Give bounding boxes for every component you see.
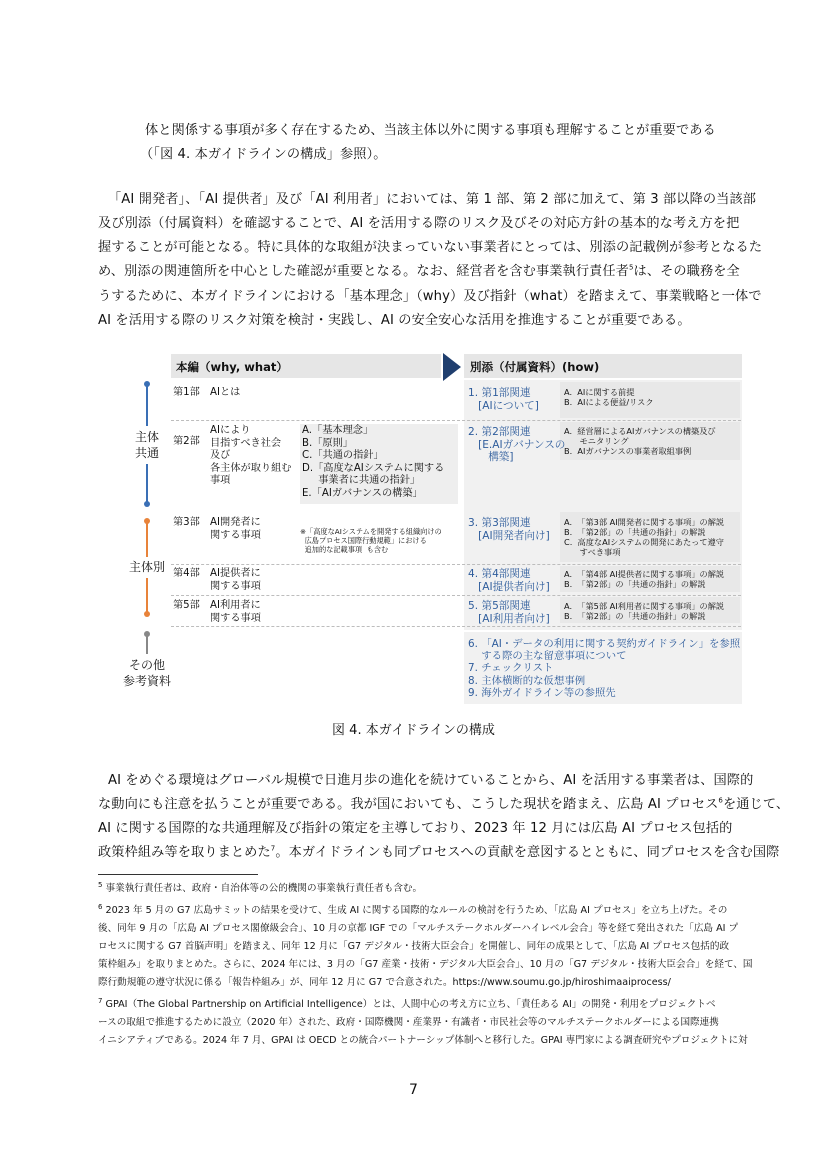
part1-items: A. AIに関する前提 B. AIによる便益/リスク <box>564 387 654 407</box>
part3-num: 第3部 <box>173 517 200 528</box>
figure-caption: 図 4. 本ガイドラインの構成 <box>332 723 495 738</box>
part1-num: 第1部 <box>173 387 200 398</box>
part3-ref: 3. 第3部関連 [AI開発者向け] <box>468 517 550 542</box>
part2-ref: 2. 第2部関連 [E.AIガバナンスの 構築] <box>468 426 566 463</box>
footnote-ref-5[interactable]: 5 <box>628 263 634 272</box>
part2-items: A. 経営層によるAIガバナンスの構築及び モニタリング B. AIガバナンスの事業者取組事例 <box>564 426 716 456</box>
footnote-6-url[interactable]: 際行動規範の遵守状況に係る「報告枠組み」が、同年 12 月に G7 で合意された。https://www.soumu.go.jp/hiroshimaaiprocess/ <box>98 977 671 988</box>
group-label-common: 主体 共通 <box>134 430 159 460</box>
intro-line-2: （「図 4. 本ガイドラインの構成」参照）。 <box>140 147 387 162</box>
part3-title: AI開発者に 関する事項 <box>210 517 261 541</box>
part4-num: 第4部 <box>173 568 200 579</box>
header-main-label: 本編（why, what） <box>176 360 288 374</box>
part4-title: AI提供者に 関する事項 <box>210 568 261 592</box>
part1-ref: 1. 第1部関連 [AIについて] <box>468 387 539 412</box>
part1-title: AIとは <box>210 387 241 398</box>
structure-figure <box>118 352 742 706</box>
part2-sub: A.「基本理念」 B.「原則」 C.「共通の指針」 D.「高度なAIシステムに関する 事業者に共通の指針」 E.「AIガバナンスの構築」 <box>302 425 445 499</box>
chevron-right-icon <box>443 353 461 381</box>
footnote-ref-7[interactable]: 7 <box>270 844 276 853</box>
footnote-divider <box>98 874 258 875</box>
header-appendix-label: 別添（付属資料）(how) <box>470 360 600 374</box>
group-label-other: その他 参考資料 <box>122 658 171 688</box>
page-number: 7 <box>409 1082 418 1098</box>
part5-items: A. 「第5部 AI利用者に関する事項」の解説 B. 「第2部」の「共通の指針」の解説 <box>564 601 725 621</box>
footnote-7: $^7$ GPAI（The Global Partnership on Artificial Intelligence）とは、人間中心の考え方に立ち、「責任ある AI」の開発・利用をプロジェクトベ <box>98 996 716 1010</box>
part3-items: A. 「第3部 AI開発者に関する事項」の解説 B. 「第2部」の「共通の指針」の解説 C. 高度なAIシステムの開発にあたって遵守 すべき事項 <box>564 517 725 557</box>
group-label-entity: 主体別 <box>128 560 165 574</box>
footnote-6: $^6$ 2023 年 5 月の G7 広島サミットの結果を受けて、生成 AI に関する国際的なルールの検討を行うため、「広島 AI プロセス」を立ち上げた。その <box>98 902 728 916</box>
other-references: 6. 「AI・データの利用に関する契約ガイドライン」を参照 する際の主な留意事項について 7. チェックリスト 8. 主体横断的な仮想事例 9. 海外ガイドライン等の参照先 <box>468 638 741 699</box>
part5-num: 第5部 <box>173 600 200 611</box>
part5-title: AI利用者に 関する事項 <box>210 600 261 624</box>
part2-num: 第2部 <box>173 436 200 447</box>
part4-items: A. 「第4部 AI提供者に関する事項」の解説 B. 「第2部」の「共通の指針」の解説 <box>564 569 725 589</box>
part2-title: AIにより 目指すべき社会 及び 各主体が取り組む 事項 <box>210 425 292 486</box>
part5-ref: 5. 第5部関連 [AI利用者向け] <box>468 600 550 625</box>
footnote-5: $^5$ 事業執行責任者は、政府・自治体等の公的機関の事業執行責任者も含む。 <box>98 880 423 894</box>
part3-note: ※「高度なAIシステムを開発する組織向けの 広島プロセス国際行動規範」における 追加的な記載事項 も含む <box>300 527 442 554</box>
intro-line-1: 体と関係する事項が多く存在するため、当該主体以外に関する事項も理解することが重要である <box>145 123 716 138</box>
part4-ref: 4. 第4部関連 [AI提供者向け] <box>468 568 550 593</box>
footnote-ref-6[interactable]: 6 <box>718 796 723 805</box>
